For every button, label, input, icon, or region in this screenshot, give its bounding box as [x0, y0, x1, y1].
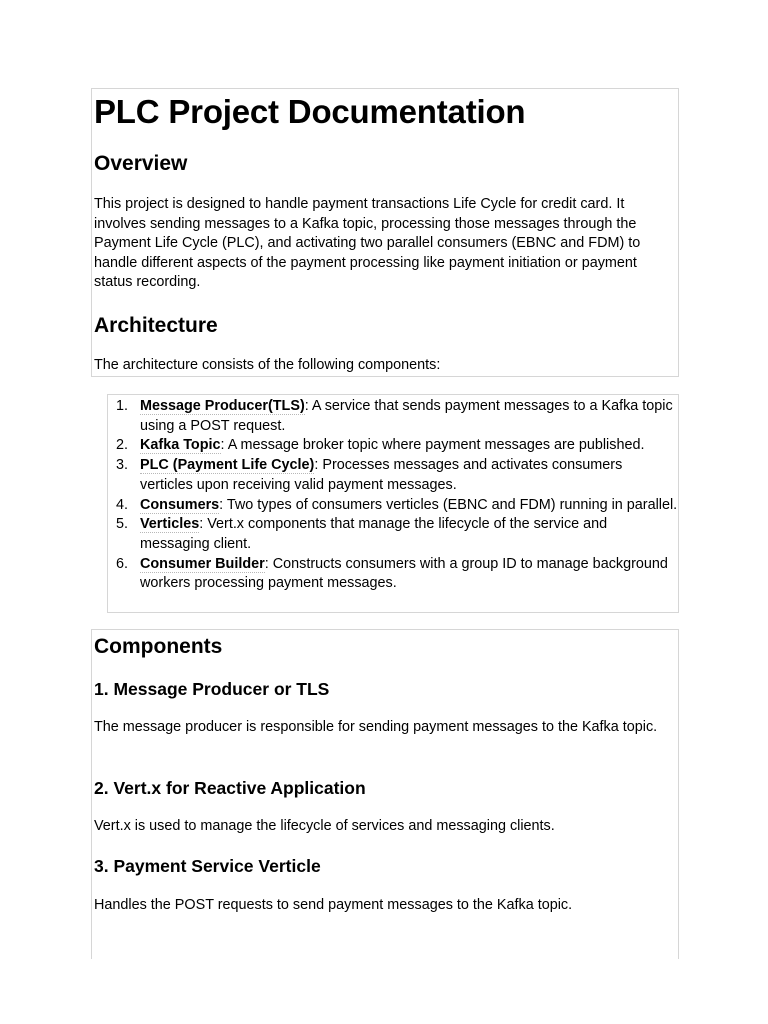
list-item [108, 456, 678, 495]
list-item-term: PLC (Payment Life Cycle) [140, 457, 315, 474]
list-item-term: Consumer Builder [140, 555, 265, 572]
list-item [108, 555, 678, 594]
list-item-number: 3. [116, 457, 129, 474]
components-heading: Components [94, 635, 223, 658]
list-item-number: 2. [116, 437, 129, 454]
list-item-number: 1. [116, 398, 129, 414]
component-heading-payment-service: 3. Payment Service Verticle [94, 856, 321, 876]
list-item [108, 397, 678, 436]
list-item [108, 515, 678, 554]
overview-paragraph: This project is designed to handle payment transactions Life Cycle for credit card. It involves sending messages to a Kafka topic, processing those messages through the Payment Life Cycle (PLC), and activating two parallel consumers (EBNC and FDM) to handle different aspects of the payment processing like payment initiation or payment status recording. [94, 196, 641, 290]
list-item-description: : Processes messages and activates consumers verticles upon receiving valid payment messages. [140, 457, 623, 493]
list-item-description: : Two types of consumers verticles (EBNC and FDM) running in parallel. [219, 496, 678, 513]
list-item-term: Verticles [140, 516, 200, 533]
component-text-vertx: Vert.x is used to manage the lifecycle of services and messaging clients. [94, 818, 555, 834]
overview-heading: Overview [94, 152, 188, 175]
list-item-description: : A message broker topic where payment messages are published. [220, 437, 645, 454]
architecture-intro: The architecture consists of the following components: [94, 357, 441, 373]
list-item-term: Message Producer(TLS) [140, 398, 305, 414]
list-item-number: 5. [116, 516, 129, 533]
list-item-term: Consumers [140, 496, 220, 513]
list-item-description: : A service that sends payment messages to a Kafka topic using a POST request. [140, 398, 673, 434]
architecture-list-section [107, 394, 679, 613]
component-text-message-producer: The message producer is responsible for sending payment messages to the Kafka topic. [94, 719, 658, 735]
intro-section [91, 88, 679, 377]
components-section [91, 629, 679, 959]
component-heading-vertx: 2. Vert.x for Reactive Application [94, 778, 366, 798]
list-item-term: Kafka Topic [140, 437, 221, 454]
list-item-number: 6. [116, 555, 129, 572]
list-item-description: : Constructs consumers with a group ID to manage background workers processing payment messages. [140, 555, 668, 592]
architecture-heading: Architecture [94, 314, 218, 337]
component-heading-message-producer: 1. Message Producer or TLS [94, 679, 330, 699]
document-title: PLC Project Documentation [94, 93, 526, 130]
list-item [108, 496, 678, 516]
component-text-payment-service: Handles the POST requests to send payment messages to the Kafka topic. [94, 897, 573, 913]
list-item-number: 4. [116, 496, 129, 513]
architecture-component-list [108, 397, 678, 594]
list-item [108, 436, 678, 456]
list-item-description: : Vert.x components that manage the lifecycle of the service and messaging client. [140, 516, 608, 552]
